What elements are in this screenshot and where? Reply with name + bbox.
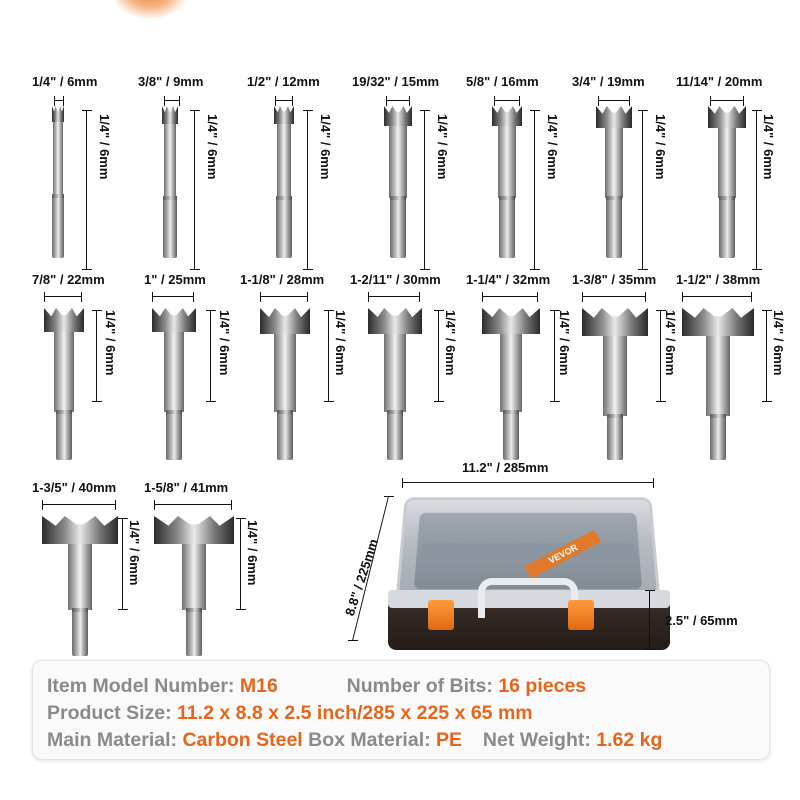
bit-15mm [352,74,462,254]
spec-row-3 [47,729,662,752]
case-height-label: 8.8" / 225mm [342,537,381,618]
case-latch-right [568,600,594,630]
shank-length-dimension [190,110,200,270]
brand-logo: VEVOR [524,530,601,579]
shank-size-label: 1/4" / 6mm [127,520,142,586]
case-depth-dimension [645,590,655,650]
decorative-orange-blob [110,0,190,20]
bit-30mm [350,272,470,462]
bit-size-label: 19/32" / 15mm [352,74,440,89]
bit-20mm [676,74,786,254]
bit-size-label: 11/14" / 20mm [676,74,763,89]
bit-size-label: 7/8" / 22mm [32,272,105,287]
case-width-dimension [402,478,654,488]
model-number-key: Item Model Number: [47,675,235,697]
bit-40mm [32,480,152,660]
box-material-value: PE [436,729,463,751]
spec-row-1 [47,675,586,698]
bit-12mm [247,74,347,254]
product-size-key: Product Size: [47,702,172,724]
bit-6mm [32,74,132,254]
bit-width-dimension [154,500,232,510]
bit-size-label: 1-2/11" / 30mm [350,272,441,287]
bit-size-label: 1-5/8" / 41mm [144,480,229,495]
shank-size-label: 1/4" / 6mm [205,114,220,180]
bit-width-dimension [598,96,630,106]
case-handle [478,578,578,618]
shank-size-label: 1/4" / 6mm [663,310,678,376]
shank-size-label: 1/4" / 6mm [557,310,572,376]
bit-size-label: 5/8" / 16mm [466,74,539,89]
bit-width-dimension [54,96,64,106]
bit-width-dimension [164,96,180,106]
bit-width-dimension [386,96,410,106]
main-material-key: Main Material: [47,729,178,751]
shank-size-label: 1/4" / 6mm [761,114,776,180]
shank-length-dimension [92,310,102,402]
model-number-value: M16 [239,675,278,697]
shank-length-dimension [638,110,648,270]
box-material-key: Box Material: [308,729,431,751]
shank-size-label: 1/4" / 6mm [771,310,786,376]
bit-9mm [138,74,238,254]
bit-count-key: Number of Bits: [346,675,493,697]
bit-size-label: 1" / 25mm [144,272,206,287]
main-material-value: Carbon Steel [182,729,303,751]
shank-size-label: 1/4" / 6mm [245,520,260,586]
case-width-label: 11.2" / 285mm [462,460,549,475]
shank-length-dimension [82,110,92,270]
shank-size-label: 1/4" / 6mm [103,310,118,376]
shank-size-label: 1/4" / 6mm [333,310,348,376]
bit-size-label: 1-1/8" / 28mm [240,272,325,287]
bit-count-value: 16 pieces [498,675,587,697]
bit-size-label: 1/4" / 6mm [32,74,98,89]
bit-width-dimension [152,292,194,302]
bit-28mm [240,272,360,462]
bit-width-dimension [682,292,752,302]
shank-length-dimension [530,110,540,270]
bit-width-dimension [482,292,538,302]
shank-size-label: 1/4" / 6mm [435,114,450,180]
bit-width-dimension [275,96,293,106]
shank-length-dimension [420,110,430,270]
shank-length-dimension [303,110,313,270]
shank-length-dimension [206,310,216,402]
shank-size-label: 1/4" / 6mm [653,114,668,180]
net-weight-key: Net Weight: [482,729,591,751]
bit-22mm [32,272,142,462]
bit-width-dimension [710,96,744,106]
bit-size-label: 1-3/8" / 35mm [572,272,657,287]
shank-size-label: 1/4" / 6mm [217,310,232,376]
shank-size-label: 1/4" / 6mm [545,114,560,180]
bit-size-label: 3/4" / 19mm [572,74,645,89]
bit-size-label: 3/8" / 9mm [138,74,204,89]
product-size-value: 11.2 x 8.8 x 2.5 inch/285 x 225 x 65 mm [177,702,533,724]
storage-case [340,458,780,658]
bit-width-dimension [44,292,82,302]
bit-width-dimension [368,292,420,302]
spec-panel [32,660,770,760]
bit-size-label: 1-1/4" / 32mm [466,272,551,287]
bit-width-dimension [582,292,646,302]
spec-row-2 [47,702,533,725]
bit-width-dimension [42,500,116,510]
net-weight-value: 1.62 kg [596,729,663,751]
bit-19mm [572,74,672,254]
bit-16mm [466,74,566,254]
bit-width-dimension [260,292,308,302]
bit-width-dimension [494,96,520,106]
case-depth-label: 2.5" / 65mm [665,613,738,628]
bit-35mm [572,272,682,462]
bit-25mm [144,272,254,462]
bit-38mm [676,272,790,462]
shank-size-label: 1/4" / 6mm [318,114,333,180]
bit-41mm [144,480,274,660]
bit-size-label: 1-1/2" / 38mm [676,272,761,287]
bit-32mm [466,272,576,462]
shank-size-label: 1/4" / 6mm [443,310,458,376]
bit-size-label: 1-3/5" / 40mm [32,480,117,495]
case-latch-left [428,600,454,630]
shank-size-label: 1/4" / 6mm [97,114,112,180]
bit-size-label: 1/2" / 12mm [247,74,320,89]
